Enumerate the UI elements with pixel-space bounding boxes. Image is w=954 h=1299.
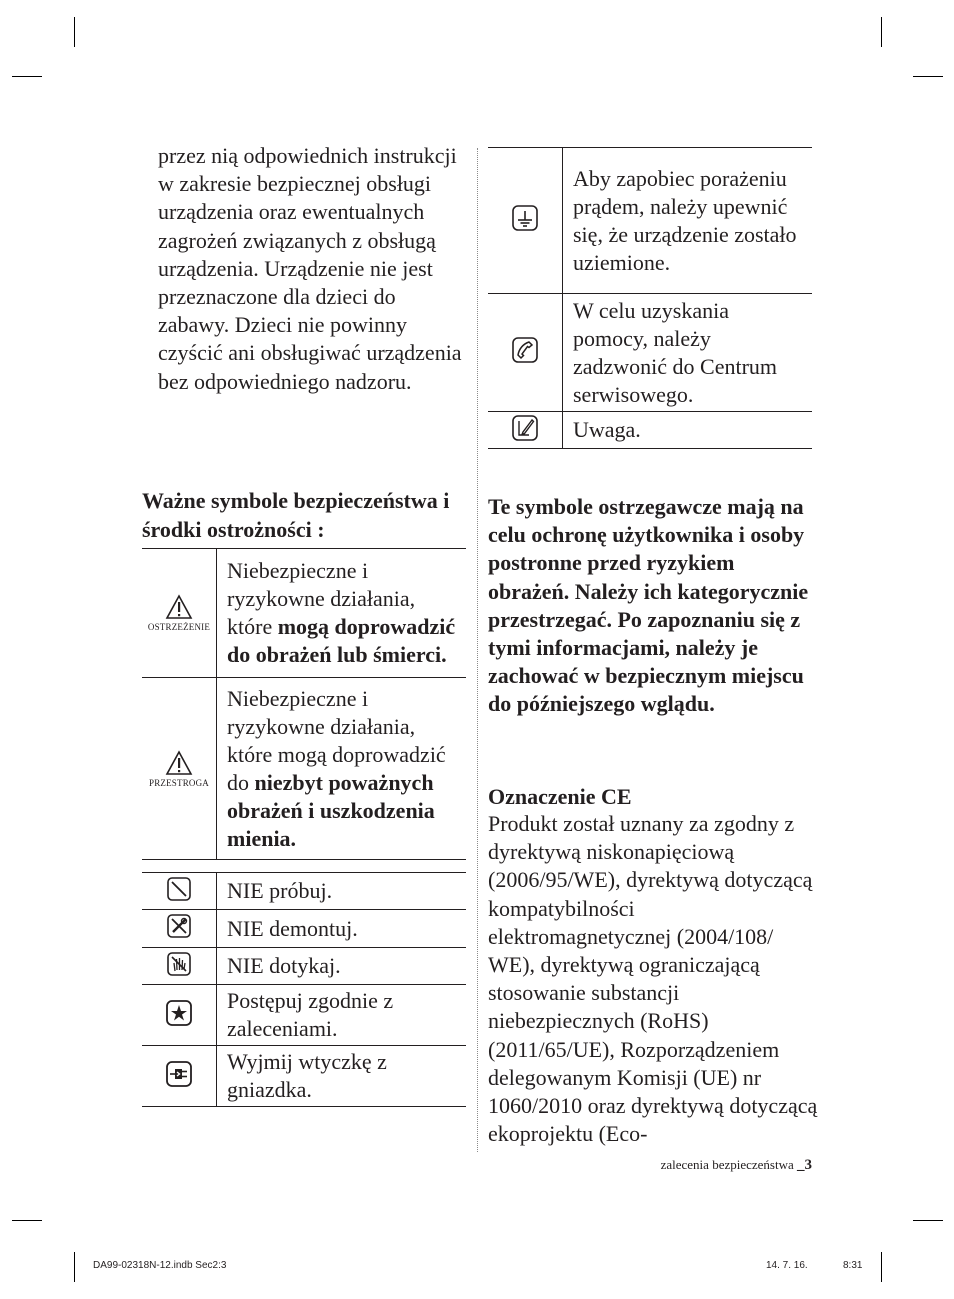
warning-symbols-table bbox=[142, 548, 466, 860]
table-row bbox=[142, 948, 466, 985]
icon-cell bbox=[142, 1046, 217, 1107]
table-row bbox=[142, 985, 466, 1046]
instruction-symbols-table bbox=[142, 872, 466, 1107]
description-emphasis: niezbyt poważnych obrażeń i uszkodzenia mienia. bbox=[227, 769, 435, 851]
print-slug-time: 8:31 bbox=[843, 1260, 863, 1271]
do-not-disassemble-icon bbox=[167, 914, 191, 938]
icon-cell bbox=[142, 873, 217, 910]
footer-section: zalecenia bezpieczeństwa bbox=[660, 1157, 797, 1172]
crop-mark bbox=[12, 1220, 42, 1221]
follow-directions-icon bbox=[166, 1000, 192, 1026]
crop-mark bbox=[913, 76, 943, 77]
crop-mark bbox=[74, 1252, 75, 1282]
icon-cell bbox=[488, 412, 563, 449]
warning-label: OSTRZEŻENIE bbox=[147, 622, 211, 632]
phone-icon bbox=[512, 337, 538, 363]
warning-triangle-icon bbox=[165, 750, 193, 776]
ce-body-text: Produkt został uznany za zgodny z dyrektywą niskonapięciową (2006/95/WE), dyrektywą dotyczącą kompatybilności elektromagnetycznej (2004/108/ WE), dyrektywą ograniczającą stosowanie substancji niebezpiecznych (RoHS) (2011/65/UE), Rozporządzeniem delegowanym Komisji (UE) nr 1060/2010 oraz dyrektywą dotyczącą ekoprojektu (Eco- bbox=[488, 811, 818, 1147]
crop-mark bbox=[12, 76, 42, 77]
symbol-text: Uwaga. bbox=[563, 412, 813, 449]
crop-mark bbox=[74, 17, 75, 47]
page-footer bbox=[661, 1157, 812, 1174]
symbol-text: NIE dotykaj. bbox=[217, 948, 467, 985]
table-row bbox=[142, 678, 466, 860]
icon-cell bbox=[142, 910, 217, 948]
warning-icon-cell bbox=[142, 549, 217, 678]
table-row bbox=[488, 294, 812, 412]
symbol-text: NIE próbuj. bbox=[217, 873, 467, 910]
caution-label: PRZESTROGA bbox=[148, 777, 209, 788]
note-icon bbox=[512, 415, 538, 441]
left-column bbox=[142, 142, 466, 1102]
unplug-icon bbox=[166, 1061, 192, 1087]
do-not-touch-icon bbox=[167, 952, 191, 976]
additional-symbols-table bbox=[488, 147, 812, 449]
table-row bbox=[488, 412, 812, 449]
print-slug-file: DA99-02318N-12.indb Sec2:3 bbox=[93, 1260, 227, 1271]
crop-mark bbox=[913, 1220, 943, 1221]
table-row bbox=[142, 549, 466, 678]
symbol-text: Postępuj zgodnie z zaleceniami. bbox=[217, 985, 467, 1046]
do-not-attempt-icon bbox=[167, 877, 191, 901]
ground-icon bbox=[512, 205, 538, 231]
intro-paragraph: przez nią odpowiednich instrukcji w zakresie bezpiecznej obsługi urządzenia oraz ewentualnych zagrożeń związanych z obsługą urządzenia. Urządzenie nie jest przeznaczone dla dzieci do zabawy. Dzieci nie powinny czyścić ani obsługiwać urządzenia bez odpowiedniego nadzoru. bbox=[158, 143, 462, 394]
caution-icon-cell bbox=[142, 678, 217, 860]
crop-mark bbox=[881, 1252, 882, 1282]
symbol-text: Wyjmij wtyczkę z gniazdka. bbox=[217, 1046, 467, 1107]
section-heading: Ważne symbole bezpieczeństwa i środki ostrożności : bbox=[142, 488, 450, 542]
description-text: Niebezpieczne i ryzykowne działania, które mogą doprowadzić do bbox=[227, 685, 446, 795]
description-emphasis: mogą doprowadzić do obrażeń lub śmierci. bbox=[227, 614, 456, 667]
icon-cell bbox=[488, 148, 563, 294]
symbol-text: Aby zapobiec porażeniu prądem, należy upewnić się, że urządzenie zostało uziemione. bbox=[563, 148, 813, 294]
description-text: Niebezpieczne i ryzykowne działania, które bbox=[227, 558, 416, 639]
table-row bbox=[142, 873, 466, 910]
icon-cell bbox=[142, 948, 217, 985]
page-number: _3 bbox=[797, 1157, 812, 1173]
caution-description bbox=[217, 678, 467, 860]
crop-mark bbox=[881, 17, 882, 47]
table-row bbox=[142, 910, 466, 948]
column-separator bbox=[477, 148, 478, 1152]
symbol-text: W celu uzyskania pomocy, należy zadzwonić do Centrum serwisowego. bbox=[563, 294, 813, 412]
warning-description bbox=[217, 549, 467, 678]
table-row bbox=[488, 148, 812, 294]
warning-triangle-icon bbox=[165, 594, 193, 620]
ce-heading: Oznaczenie CE bbox=[488, 784, 632, 809]
table-row bbox=[142, 1046, 466, 1107]
print-slug-date: 14. 7. 16. bbox=[766, 1260, 808, 1271]
icon-cell bbox=[142, 985, 217, 1046]
icon-cell bbox=[488, 294, 563, 412]
symbol-text: NIE demontuj. bbox=[217, 910, 467, 948]
warning-paragraph: Te symbole ostrzegawcze mają na celu ochronę użytkownika i osoby postronne przed ryzykiem obrażeń. Należy ich kategorycznie przestrzegać. Po zapoznaniu się z tymi informacjami, należy je zachować w bezpiecznym miejscu do późniejszego wglądu. bbox=[488, 494, 809, 717]
